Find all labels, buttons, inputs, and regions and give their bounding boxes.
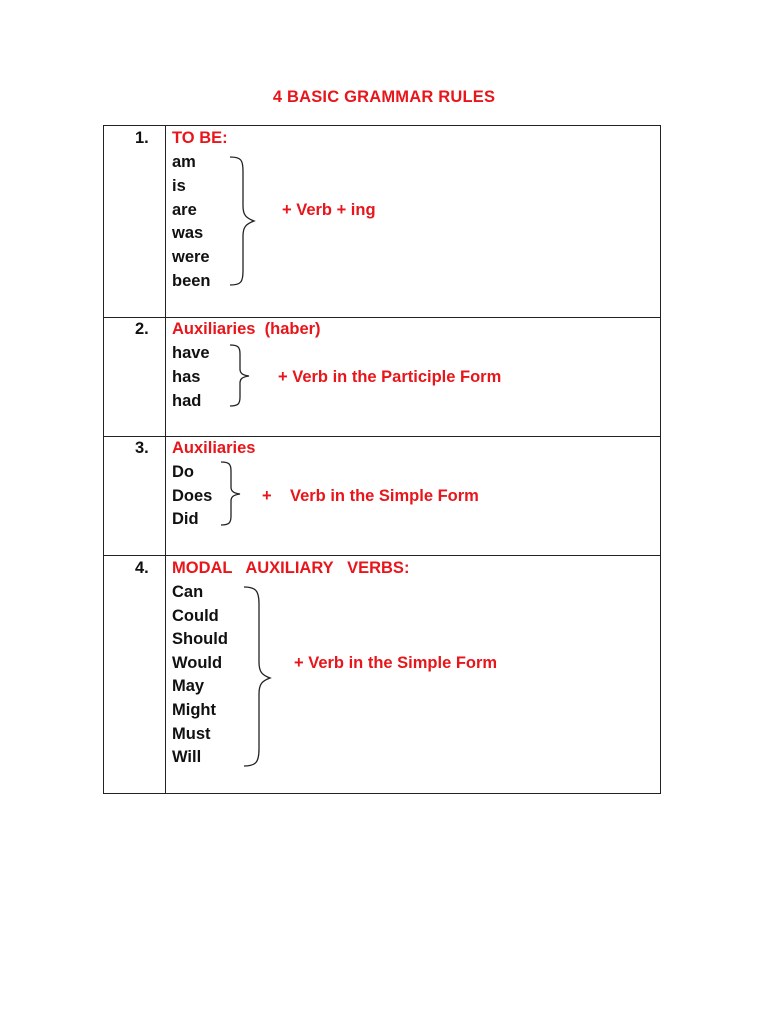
rule-result: + Verb + ing	[282, 201, 376, 219]
rule-label: MODAL AUXILIARY VERBS:	[172, 559, 410, 577]
grammar-rules-table	[103, 125, 661, 794]
rule-result: + Verb in the Simple Form	[262, 487, 479, 505]
rule-number: 3.	[135, 439, 149, 457]
word-item: Does	[172, 487, 213, 505]
word-item: Could	[172, 607, 219, 625]
word-item: May	[172, 677, 205, 695]
word-item: is	[172, 177, 186, 195]
rule-result: + Verb in the Simple Form	[294, 654, 498, 672]
row-divider	[104, 436, 660, 437]
rule-label: Auxiliaries	[172, 439, 256, 457]
word-item: Must	[172, 725, 211, 743]
rule-number: 4.	[135, 559, 149, 577]
curly-brace-icon	[229, 156, 259, 286]
word-item: Will	[172, 748, 202, 766]
rule-label: TO BE:	[172, 129, 228, 147]
word-item: Can	[172, 583, 204, 601]
word-item: am	[172, 153, 196, 171]
word-item: Would	[172, 654, 223, 672]
word-item: had	[172, 392, 202, 410]
word-item: Might	[172, 701, 216, 719]
rule-result: + Verb in the Participle Form	[278, 368, 502, 386]
curly-brace-icon	[243, 586, 273, 766]
rule-label: Auxiliaries (haber)	[172, 320, 321, 338]
column-divider	[165, 126, 166, 793]
row-divider	[104, 555, 660, 556]
word-item: has	[172, 368, 201, 386]
word-item: were	[172, 248, 210, 266]
word-item: Should	[172, 630, 228, 648]
word-item: are	[172, 201, 197, 219]
page-title: 4 BASIC GRAMMAR RULES	[272, 88, 496, 106]
word-item: was	[172, 224, 204, 242]
word-item: Did	[172, 510, 199, 528]
curly-brace-icon	[220, 461, 248, 525]
row-divider	[104, 317, 660, 318]
curly-brace-icon	[229, 344, 259, 406]
word-item: been	[172, 272, 211, 290]
word-item: Do	[172, 463, 194, 481]
rule-number: 1.	[135, 129, 149, 147]
rule-number: 2.	[135, 320, 149, 338]
word-item: have	[172, 344, 210, 362]
